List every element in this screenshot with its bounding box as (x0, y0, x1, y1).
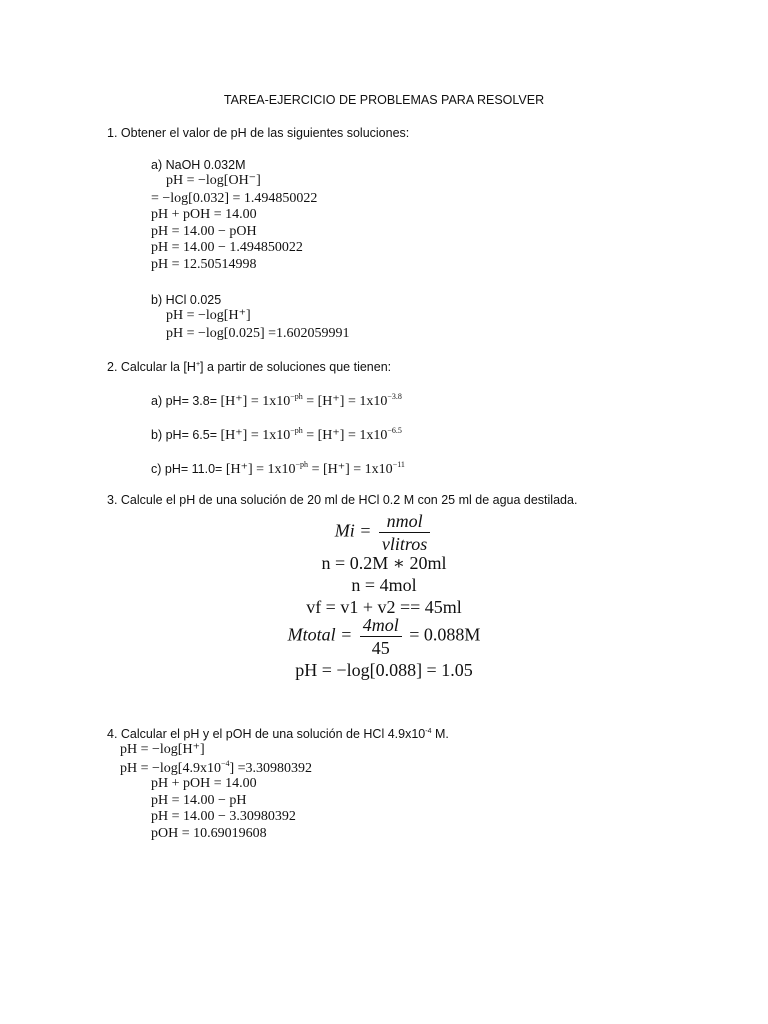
question-4-heading: 4. Calcular el pH y el pOH de una solución de HCl $4.9x10^{-4}$ M. (107, 727, 449, 741)
question-2-heading: 2. Calcular la [H+] a partir de soluciones que tienen: (107, 360, 392, 374)
q1-a-line-5: pH = 14.00 − 1.494850022 (151, 240, 303, 255)
q2-a-line: a) $pH= 3.8= [H^+] = 1x10^{-ph} = [H^+] = 1x10^{-3.8}$ (151, 392, 402, 409)
q2-c-line: c) $pH= 11.0= [H^+] = 1x10^{-ph} = [H^+] = 1x10^{-11}$ (151, 460, 405, 477)
q4-line-3: pH + pOH = 14.00 (151, 776, 257, 791)
q4-line-6: pOH = 10.69019608 (151, 826, 267, 841)
q1-b-label: b) HCl 0.025 (151, 293, 222, 307)
document-title: TAREA-EJERCICIO DE PROBLEMAS PARA RESOLVER (223, 93, 545, 107)
q1-a-line-3: pH + pOH = 14.00 (151, 207, 257, 222)
q3-molarity-fraction: $\frac{\text{nmol}}{\text{vlitros}}$ (379, 512, 430, 553)
q4-line-4: pH = 14.00 − pH (151, 793, 247, 808)
q1-a-line-1: pH = −log[OH⁻] (166, 173, 261, 188)
q3-line-4: vf = v1 + v2 == 45ml (306, 597, 462, 617)
q1-a-label: a) NaOH 0.032M (151, 158, 246, 172)
q4-line-2: pH = $-\log[4.9x10^{-4}] =3.30980392$ (120, 759, 313, 776)
q1-a-line-4: pH = 14.00 − pOH (151, 224, 257, 239)
q1-a-line-6: pH = 12.50514998 (151, 257, 257, 272)
q1-b-line-1: pH = −log[H⁺] (166, 308, 251, 323)
q3-total-molarity: Mtotal = $\frac{\text{4mol}}{45}$ = 0.088M (287, 615, 481, 658)
question-1-heading: 1. Obtener el valor de pH de las siguientes soluciones: (107, 126, 410, 140)
q3-line-6: pH = −log[0.088] = 1.05 (295, 660, 473, 680)
q3-molarity-formula: Mi = $\frac{\text{nmol}}{\text{vlitros}}$ (0, 512, 768, 553)
q3-total-fraction: $\frac{\text{4mol}}{45}$ (360, 616, 402, 657)
q4-line-1: pH = −log[H⁺] (120, 742, 205, 757)
q3-line-2: n = 0.2M ∗ 20ml (321, 553, 447, 573)
q4-line-5: pH = 14.00 − 3.30980392 (151, 809, 296, 824)
q1-a-line-2: = −log[0.032] = 1.494850022 (151, 191, 318, 206)
q2-b-line: b) $pH= 6.5= [H^+] = 1x10^{-ph} = [H^+] = 1x10^{-6.5}$ (151, 426, 402, 443)
question-3-heading: 3. Calcule el pH de una solución de 20 ml de HCl 0.2 M con 25 ml de agua destilada. (107, 493, 578, 507)
q1-b-line-2: pH = −log[0.025] =1.602059991 (166, 326, 350, 341)
q3-line-3: n = 4mol (351, 575, 417, 595)
